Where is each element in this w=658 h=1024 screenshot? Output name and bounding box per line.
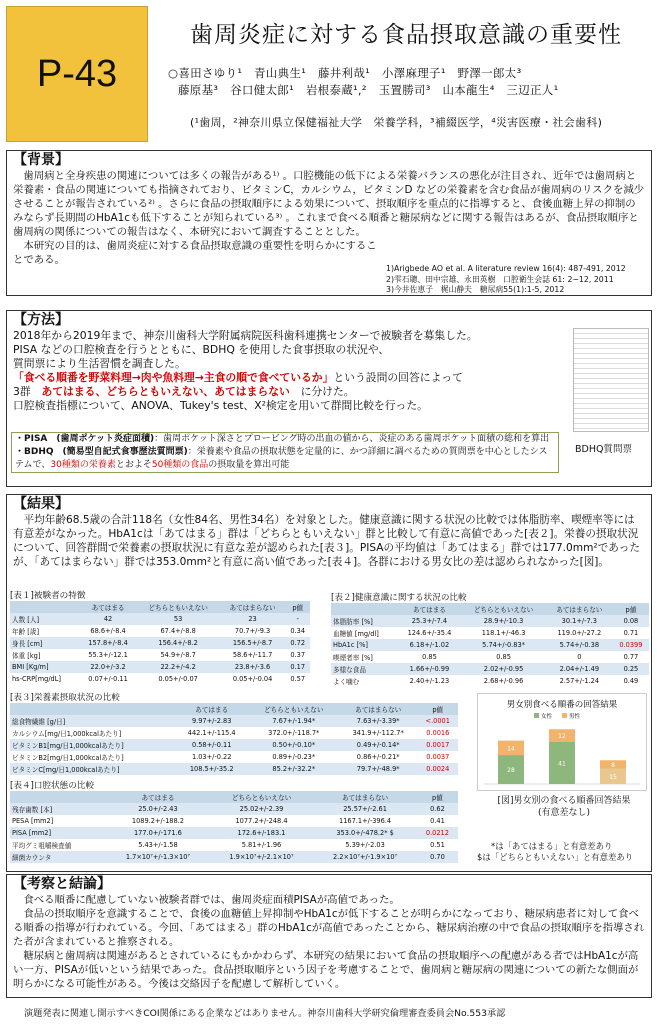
column-header: あてはまらない	[220, 601, 286, 613]
table-cell: 54.9+/-8.7	[160, 651, 196, 659]
table-cell: 0.85	[422, 653, 437, 661]
table-cell: 25.0+/-2.43	[106, 803, 210, 815]
bar-label-female-0: 28	[507, 767, 515, 775]
table-row	[10, 751, 458, 763]
authors-line-2: 藤原基³ 谷口健太郎¹ 岩根泰蔵¹,² 玉置勝司³ 山本龍生⁴ 三辺正人¹	[178, 83, 559, 97]
table-cell: 157.8+/-8.4	[80, 637, 137, 649]
bar-label-male-2: 8	[611, 761, 615, 769]
table-cell: 58.6+/-11.7	[232, 651, 273, 659]
column-header	[10, 601, 80, 613]
table-cell: 0.62	[417, 803, 458, 815]
table-cell: 0.51	[430, 841, 445, 849]
significance-notes	[477, 841, 653, 863]
column-header	[10, 703, 175, 715]
row-label: 喫煙者率 [%]	[333, 654, 373, 662]
table-header-row	[10, 791, 458, 803]
table-cell: 2.57+/-1.24	[559, 677, 600, 685]
methods-line-3: 質問票により生活習慣を調査した。	[13, 357, 186, 370]
bdhq-label: ・BDHQ (簡易型自記式食事歴法質問票)	[15, 447, 188, 457]
table-cell: 108.5+/-35.2	[175, 763, 249, 775]
table-cell: 0.0024	[418, 763, 459, 775]
bdhq-text: ：栄養素や食品の摂取状態を定量的に、かつ詳細に調べるための質問票を中心としたシステムで、	[15, 447, 548, 470]
table-cell: 0.07+/-0.11	[88, 675, 128, 683]
table-row	[10, 815, 458, 827]
results-heading: 【結果】	[13, 496, 69, 512]
table-cell: 0.05+/-0.07	[158, 675, 198, 683]
bar-label-male-1: 12	[558, 732, 566, 740]
questionnaire-caption: BDHQ質問票	[575, 444, 632, 455]
reference-1: 1)Arigbede AO et al. A literature review 16(4): 487-491, 2012	[386, 264, 626, 273]
table-cell: 0.0017	[418, 739, 459, 751]
affiliations: (¹歯周，²神奈川県立保健福祉大学 栄養学科，³補綴医学，⁴災害医療・社会歯科)	[190, 116, 603, 129]
methods-line-5	[7, 385, 651, 399]
table-cell: 2.04+/-1.49	[546, 663, 613, 675]
table-cell: 156.4+/-8.2	[137, 637, 220, 649]
table-cell: 353.0+/-478.2* $	[313, 827, 417, 839]
row-label: ビタミンB2[mg/日1,000kcalあたり]	[12, 754, 124, 762]
table-row	[10, 649, 310, 661]
table-row	[331, 663, 649, 675]
row-label: 残存歯数 [本]	[10, 803, 106, 815]
table-cell: 0.58+/-0.11	[175, 739, 249, 751]
reference-2: 2)雫石聰、田中宗雄、永田英樹 口腔衛生会誌 61: 2−12, 2011	[386, 274, 614, 284]
note-dollar: $は「どちらともいえない」と有意差あり	[477, 852, 634, 862]
row-label: PESA [mm2]	[12, 817, 54, 825]
table-2	[331, 591, 649, 687]
column-header: p値	[285, 601, 310, 613]
column-header: あてはまる	[80, 601, 137, 613]
table-1	[10, 589, 310, 685]
table-cell: 0.70	[417, 851, 458, 863]
table-cell: 25.02+/-2.39	[210, 803, 314, 815]
table-cell: 42	[80, 613, 137, 625]
table-3	[10, 691, 458, 775]
table-row	[10, 839, 458, 851]
table-cell: 0.85	[496, 653, 511, 661]
table-row	[10, 625, 310, 637]
table-cell: 0.72	[285, 637, 310, 649]
table-cell: 0.0399	[613, 639, 649, 651]
questionnaire-image	[573, 328, 649, 432]
row-label: 血糖値 [mg/dl]	[333, 630, 379, 638]
table-1-grid	[10, 601, 310, 685]
table-1-title: [表１]被験者の特徴	[10, 591, 86, 601]
figure-caption: [図]男女別の食べる順番回答結果	[497, 796, 631, 806]
poster-title: 歯周炎症に対する食品摂取意識の重要性	[190, 22, 622, 48]
table-header-row	[331, 603, 649, 615]
row-label: 細菌カウンタ	[10, 851, 106, 863]
bdhq-nutrients: 30種類の栄養素	[50, 460, 116, 470]
references	[386, 264, 626, 296]
methods-line-1: 2018年から2019年まで、神奈川歯科大学附属病院医科歯科連携センターで被験者を募集した。	[13, 329, 478, 342]
table-cell: 2.2×10⁷+/-1.9×10⁷	[313, 851, 417, 863]
table-row	[331, 627, 649, 639]
table-cell: 0.49	[623, 677, 639, 685]
table-3-title: [表３]栄養素摂取状況の比較	[10, 693, 120, 703]
table-cell: 85.2+/-32.2*	[249, 763, 339, 775]
row-label: 体脂肪率 [%]	[331, 615, 398, 627]
conclusion-section	[6, 874, 652, 998]
table-cell: 0.49+/-0.14*	[339, 739, 418, 751]
table-cell: 0.08	[613, 615, 649, 627]
methods-line-4-rest: という設問の回答によって	[333, 371, 463, 384]
table-row	[10, 827, 458, 839]
table-row	[10, 661, 310, 673]
bar-label-female-2: 15	[609, 773, 617, 781]
table-cell: 124.6+/-35.4	[407, 629, 452, 637]
pisa-label: ・PISA (歯周ポケット炎症面積)	[15, 434, 155, 444]
figure-caption-block	[479, 795, 649, 819]
gender-chart-box	[477, 693, 647, 791]
table-cell: 30.1+/-7.3	[546, 615, 613, 627]
bdhq-definition	[15, 446, 555, 472]
column-header	[10, 791, 106, 803]
table-cell: 118.1+/-46.3	[481, 629, 526, 637]
table-cell: 0.71	[623, 629, 639, 637]
table-cell: 9.97+/-2.83	[175, 715, 249, 727]
row-label: BMI [Kg/m]	[10, 661, 80, 673]
results-text: 平均年齢68.5歳の合計118名（女性84名、男性34名）を対象とした。健康意識に関する状況の比較では体脂肪率、喫煙率等には有意差がなかった。HbA1cは「あてはまる」群は「どちらともいえない」群と比較して有意に高値であった[表２]。栄養の摂取状況について、回答群間で栄養素の摂取状況に有意な差が認められた[表３]。PISAの平均値は「あてはまる」群では177.0mm²であったが、「あてはまらない」群では353.0mm²と有意に高い値であった[表４]。各群における男女比の差は認められなかった[図]。	[13, 514, 640, 568]
note-asterisk: *は「あてはまる」と有意差あり	[491, 841, 613, 851]
column-header: あてはまらない	[546, 603, 613, 615]
table-cell: -	[285, 613, 310, 625]
results-section	[6, 494, 652, 872]
conclusion-p1: 食べる順番に配慮していない被験者群では、歯周炎症面積PISAが高値であった。	[23, 894, 400, 906]
poster-number: P-43	[6, 6, 148, 142]
row-label: 多様な食品	[331, 663, 398, 675]
table-4-title: [表４]口腔状態の比較	[10, 781, 95, 791]
column-header: あてはまる	[175, 703, 249, 715]
row-label: PISA [mm2]	[10, 827, 106, 839]
row-label: hs-CRP[mg/dL]	[12, 675, 61, 683]
column-header: あてはまらない	[313, 791, 417, 803]
table-cell: 1.66+/-0.99	[398, 663, 462, 675]
table-cell: 0.89+/-0.23*	[272, 753, 316, 761]
table-cell: 0.05+/-0.04	[232, 675, 273, 683]
table-cell: 1077.2+/-248.4	[235, 817, 288, 825]
table-cell: 53	[137, 613, 220, 625]
conclusion-p3: 糖尿病と歯周病は関連があるとされているにもかかわらず、本研究の結果において食品の摂取順序への配慮がある者ではHbA1cが高い一方、PISAが低いという結果であった。食品摂取順序という因子を考慮することで、歯周病と糖尿病の関連についての新たな側面が明らかになる可能性がある。今後は交絡因子を配慮して解析していく。	[13, 950, 639, 990]
row-label: 年齢 [歳]	[12, 628, 40, 636]
reference-3: 3)今井佐恵子 梶山静夫 糖尿病55(1):1-5, 2012	[386, 285, 565, 294]
table-row	[331, 651, 649, 663]
methods-heading: 【方法】	[13, 312, 69, 328]
table-cell: 119.0+/-27.2	[557, 629, 602, 637]
row-label: ビタミンC[mg/日1,000kcalあたり]	[10, 763, 175, 775]
table-cell: 156.5+/-8.7	[220, 637, 286, 649]
table-cell: 341.9+/-112.7*	[352, 729, 404, 737]
legend-male-label: 男性	[569, 714, 581, 720]
table-cell: 5.81+/-1.96	[241, 841, 282, 849]
row-label: HbA1c [%]	[331, 639, 398, 651]
table-cell: <.0001	[418, 715, 459, 727]
definitions-box	[11, 432, 559, 473]
column-header: どちらともいえない	[210, 791, 314, 803]
table-4-grid	[10, 791, 458, 863]
table-row	[10, 715, 458, 727]
conclusion-p2: 食品の摂取順序を意識することで、食後の血糖値上昇抑制やHbA1cが低下することが明らかになっており、糖尿病患者に対して食べる順番の指導が行われている。今回、「あてはまる」群のHbA1cが高値であったことから、糖尿病治療の中で食品の摂取順序を指導された者が含まれていると推察される。	[13, 908, 645, 948]
row-label: 身長 [cm]	[10, 637, 80, 649]
table-cell: 0.57	[290, 675, 306, 683]
row-label: 平均グミ咀嚼検査値	[12, 842, 72, 850]
table-cell: 55.3+/-12.1	[88, 651, 128, 659]
legend-female-swatch	[534, 713, 539, 718]
table-row	[10, 851, 458, 863]
table-row	[10, 803, 458, 815]
table-cell: 5.74+/-0.38	[546, 639, 613, 651]
table-4	[10, 779, 458, 863]
table-row	[10, 727, 458, 739]
table-header-row	[10, 601, 310, 613]
chart-title: 男女別食べる順番の回答結果	[506, 700, 618, 710]
groups-answers: あてはまる、どちらともいえない、あてはまらない	[41, 385, 290, 398]
table-cell: 68.6+/-8.4	[90, 627, 126, 635]
table-cell: 2.40+/-1.23	[409, 677, 450, 685]
table-cell: 177.0+/-171.6	[106, 827, 210, 839]
gender-chart	[478, 694, 646, 790]
table-cell: 1.03+/-0.22	[191, 753, 232, 761]
eating-order-question: 「食べる順番を野菜料理→肉や魚料理→主食の順で食べているか」	[13, 371, 334, 384]
column-header: あてはまる	[106, 791, 210, 803]
table-cell: 79.7+/-48.9*	[339, 763, 418, 775]
groups-suffix: に分けた。	[289, 385, 355, 398]
bdhq-end: の摂取量を算出可能	[208, 460, 290, 470]
table-cell: 7.67+/-1.94*	[249, 715, 339, 727]
table-cell: 0.25	[613, 663, 649, 675]
table-3-grid	[10, 703, 458, 775]
table-cell: 70.7+/-9.3	[234, 627, 271, 635]
table-2-title: [表２]健康意識に関する状況の比較	[331, 593, 467, 603]
table-cell: 22.0+/-3.2	[80, 661, 137, 673]
table-row	[10, 613, 310, 625]
bar-label-female-1: 41	[558, 760, 566, 768]
table-cell: 0.77	[623, 653, 639, 661]
pisa-text: ：歯周ポケット深さとプロービング時の出血の値から、炎症のある歯周ポケット面積の総和を算出	[154, 434, 550, 444]
table-row	[331, 675, 649, 687]
table-cell: 1089.2+/-188.2	[131, 817, 184, 825]
column-header	[331, 603, 398, 615]
table-cell: 67.4+/-8.8	[160, 627, 196, 635]
table-cell: 25.57+/-2.61	[313, 803, 417, 815]
table-cell: 372.0+/-118.7*	[268, 729, 320, 737]
conclusion-heading: 【考察と結論】	[13, 876, 111, 892]
bar-label-male-0: 14	[507, 745, 515, 753]
table-2-grid	[331, 603, 649, 687]
pisa-definition	[15, 433, 555, 446]
row-label: 体重 [kg]	[12, 652, 41, 660]
groups-prefix: 3群	[13, 385, 42, 398]
column-header: p値	[613, 603, 649, 615]
bdhq-mid: とおよそ	[115, 460, 152, 470]
background-text: 歯周病と全身疾患の関連については多くの報告がある¹⁾ 。口腔機能の低下による栄養バランスの悪化が注目され、近年では歯周病と栄養素・食品の関連についても指摘されており、ビタミンC，カルシウム，ビタミンD などの栄養素を含む食品が歯周病のリスクを減少させることが報告されている²⁾ 。さらに食品の摂取順序による効果について、摂取順序を重点的に指導すると、食後血糖上昇の抑制のみならず長期間のHbA1cも低下することが知られている³⁾ 。これまで食べる順番と糖尿病などに関する報告はあるが、食品摂取順序と歯周病の関係についての報告はなく、本研究において調査することとした。	[13, 170, 645, 238]
methods-section	[6, 310, 652, 487]
table-cell: 25.3+/-7.4	[398, 615, 462, 627]
table-cell: 5.74+/-0.83*	[461, 639, 546, 651]
table-cell: 5.43+/-1.58	[138, 841, 178, 849]
column-header: どちらともいえない	[137, 601, 220, 613]
table-cell: 23	[220, 613, 286, 625]
table-cell: 0.0212	[417, 827, 458, 839]
methods-line-4	[7, 371, 651, 385]
table-cell: 6.18+/-1.02	[398, 639, 462, 651]
table-cell: 1.7×10⁷+/-1.3×10⁷	[106, 851, 210, 863]
table-cell: 172.6+/-183.1	[210, 827, 314, 839]
coi-footer: 演題発表に関連し開示すべきCOI関係にある企業などはありません。神奈川歯科大学研究倫理審査委員会No.553承認	[24, 1008, 506, 1019]
figure-note: (有意差なし)	[537, 808, 591, 818]
table-cell: 2.68+/-0.96	[483, 677, 524, 685]
table-row	[10, 739, 458, 751]
row-label: カルシウム[mg/日1,000kcalあたり]	[12, 730, 122, 738]
table-cell: 1.9×10⁷+/-2.1×10⁷	[210, 851, 314, 863]
row-label: 総食物繊維 [g/日]	[10, 715, 175, 727]
table-row	[10, 673, 310, 685]
table-cell: 442.1+/-115.4	[187, 729, 236, 737]
table-row	[331, 615, 649, 627]
column-header: p値	[417, 791, 458, 803]
column-header: どちらともいえない	[249, 703, 339, 715]
table-cell: 0.17	[285, 661, 310, 673]
methods-line-6: 口腔検査指標について、ANOVA、Tukey's test、X²検定を用いて群間比較を行った。	[13, 399, 428, 412]
authors-line-1: ○喜田さゆり¹ 青山典生¹ 藤井利哉¹ 小澤麻理子¹ 野澤一郎太³	[168, 66, 522, 80]
table-cell: 22.2+/-4.2	[137, 661, 220, 673]
column-header: あてはまらない	[339, 703, 418, 715]
table-row	[331, 639, 649, 651]
table-cell: 0.34	[290, 627, 306, 635]
table-header-row	[10, 703, 458, 715]
table-cell: 0.0016	[426, 729, 450, 737]
legend-female-label: 女性	[541, 714, 553, 720]
table-row	[10, 763, 458, 775]
table-cell: 2.02+/-0.95	[461, 663, 546, 675]
column-header: p値	[418, 703, 459, 715]
column-header: どちらともいえない	[461, 603, 546, 615]
table-row	[10, 637, 310, 649]
table-cell: 23.8+/-3.6	[220, 661, 286, 673]
background-heading: 【背景】	[13, 152, 69, 168]
row-label: よく噛む	[333, 678, 360, 686]
table-cell: 28.9+/-10.3	[461, 615, 546, 627]
table-cell: 0.41	[430, 817, 445, 825]
row-label: 人数 [人]	[10, 613, 80, 625]
row-label: ビタミンB1[mg/日1,000kcalあたり]	[10, 739, 175, 751]
methods-line-2: PISA などの口腔検査を行うとともに、BDHQ を使用した食事摂取の状況や、	[13, 343, 390, 356]
column-header: あてはまる	[398, 603, 462, 615]
table-cell: 5.39+/-2.03	[345, 841, 385, 849]
table-cell: 1167.1+/-396.4	[339, 817, 392, 825]
legend-male-swatch	[562, 713, 567, 718]
table-cell: 0.37	[290, 651, 306, 659]
table-cell: 0.86+/-0.21*	[356, 753, 400, 761]
bdhq-foods: 50種類の食品	[151, 460, 209, 470]
background-purpose: 本研究の目的は、歯周炎症に対する食品摂取意識の重要性を明らかにすることである。	[13, 240, 377, 266]
table-cell: 0.0037	[426, 753, 450, 761]
table-cell: 7.63+/-3.39*	[339, 715, 418, 727]
table-cell: 0	[577, 653, 582, 661]
table-cell: 0.50+/-0.10*	[249, 739, 339, 751]
